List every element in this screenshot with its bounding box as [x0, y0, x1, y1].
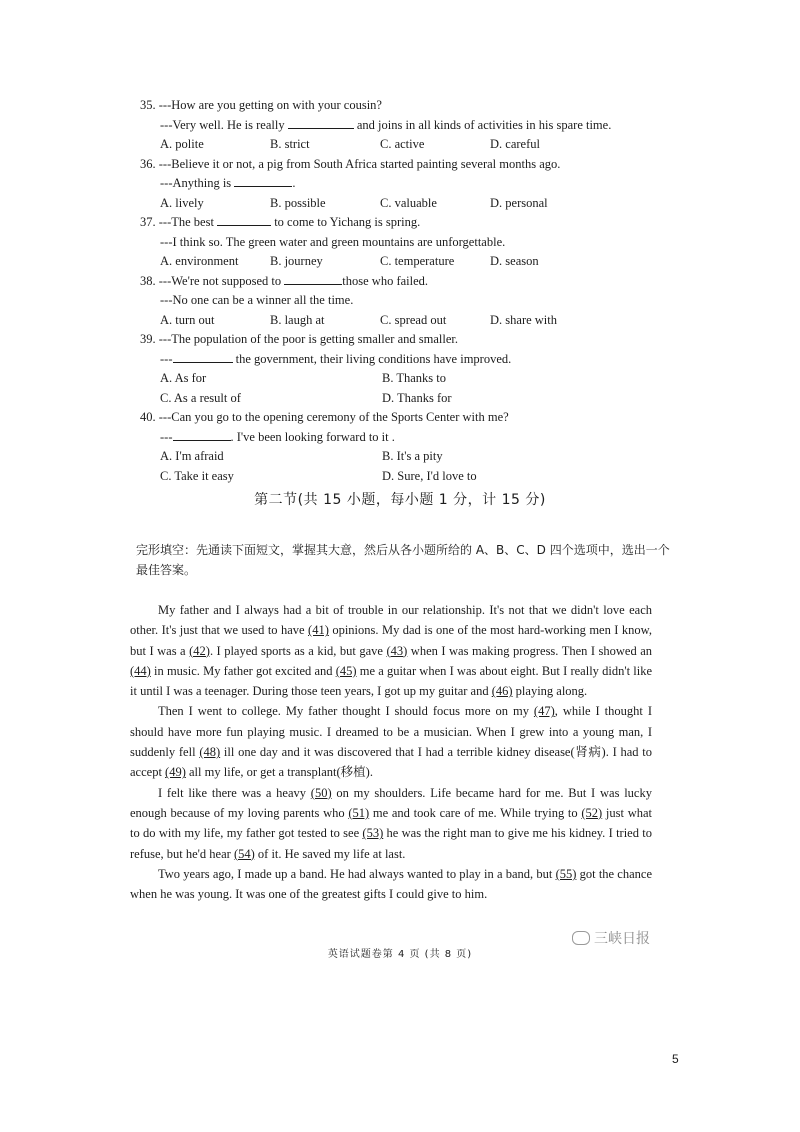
question-36-options: A. lively B. possible C. valuable D. personal [160, 195, 548, 210]
question-37-line2: ---I think so. The green water and green mountains are unforgettable. [160, 234, 506, 249]
answer-blank [284, 272, 342, 285]
question-35-options: A. polite B. strict C. active D. careful [160, 137, 540, 151]
question-39-options-row2: C. As a result of D. Thanks for [160, 390, 452, 405]
question-38-options: A. turn out B. laugh at C. spread out D. share with [160, 312, 557, 327]
section-title: 第二节(共 15 小题，每小题 1 分，计 15 分) [254, 492, 546, 508]
blank-51: (51) [348, 805, 370, 820]
passage-paragraph-2: Then I went to college. My father thought I should focus more on my (47), while I thought I should have more fun playing music. I dreamed to be a musician. When I grew into a young man, I suddenly fell (48) ill one day and it was discovered that I had a terrible kidney disease(肾病). I had to accept (49) all my life, or get a transplant(移植). [130, 704, 653, 780]
blank-42: (42) [189, 643, 210, 658]
question-38-line1: 38. ---We're not supposed to those who failed. [140, 273, 429, 288]
question-39-line1: 39. ---The population of the poor is getting smaller and smaller. [140, 332, 458, 346]
blank-43: (43) [386, 643, 408, 658]
question-38-line2: ---No one can be a winner all the time. [160, 293, 354, 307]
blank-52: (52) [581, 805, 603, 820]
blank-45: (45) [335, 663, 357, 678]
chat-bubble-icon [572, 931, 590, 945]
question-36-line2: ---Anything is . [160, 176, 296, 190]
passage-paragraph-4: Two years ago, I made up a band. He had always wanted to play in a band, but (55) got the chance when he was young. It was one of the greatest gifts I could give to him. [130, 866, 652, 902]
answer-blank [173, 428, 231, 441]
question-37-line1: 37. ---The best to come to Yichang is spring. [140, 215, 421, 229]
question-40-line2: --- . I've been looking forward to it . [160, 429, 395, 444]
question-35-line2: ---Very well. He is really and joins in all kinds of activities in his spare time. [160, 117, 612, 132]
question-37-options: A. environment B. journey C. temperature D. season [160, 254, 539, 268]
answer-blank [173, 350, 233, 363]
answer-blank [234, 174, 292, 187]
question-40-line1: 40. ---Can you go to the opening ceremony of the Sports Center with me? [140, 410, 509, 424]
cloze-instructions: 完形填空：先通读下面短文，掌握其大意，然后从各小题所给的 A、B、C、D 四个选项中，选出一个最佳答案。 [136, 543, 670, 577]
page-number: 5 [672, 1052, 679, 1066]
blank-50: (50) [310, 785, 332, 800]
question-39-line2: --- the government, their living conditions have improved. [160, 351, 512, 366]
blank-53: (53) [362, 826, 384, 841]
blank-49: (49) [165, 765, 186, 780]
watermark-text: 三峡日报 [594, 931, 650, 947]
blank-47: (47) [533, 704, 555, 719]
passage-paragraph-3: I felt like there was a heavy (50) on my shoulders. Life became hard for me. But I was lucky enough because of my loving parents who (51) me and took care of me. While trying to (52) just what to do with my life, my father got tested to see (53) he was the right man to give me his kidney. I tried to refuse, but he'd hear (54) of it. He saved my life at last. [130, 785, 652, 861]
answer-blank [288, 116, 354, 129]
blank-55: (55) [555, 866, 577, 881]
blank-54: (54) [233, 846, 255, 861]
blank-41: (41) [308, 623, 329, 638]
question-40-options-row2: C. Take it easy D. Sure, I'd love to [160, 468, 477, 483]
question-39-options-row1: A. As for B. Thanks to [160, 371, 447, 385]
question-35-line1: 35. ---How are you getting on with your cousin? [140, 98, 382, 112]
question-40-options-row1: A. I'm afraid B. It's a pity [160, 449, 443, 463]
multiple-choice-section [140, 96, 660, 486]
blank-46: (46) [491, 684, 513, 699]
blank-48: (48) [199, 745, 221, 760]
blank-44: (44) [130, 663, 151, 678]
cloze-passage [130, 600, 652, 904]
question-36-line1: 36. ---Believe it or not, a pig from South Africa started painting several months ago. [140, 156, 561, 171]
passage-paragraph-1: My father and I always had a bit of trouble in our relationship. It's not that we didn't love each other. It's just that we used to have (41) opinions. My dad is one of the most hard-working men I know, but I was a (42). I played sports as a kid, but gave (43) when I was making progress. Then I showed an (44) in music. My father got excited and (45) me a guitar when I was about eight. But I really didn't like it until I was a teenager. During those teen years, I got up my guitar and (46) playing along. [130, 603, 653, 699]
page-footer: 英语试题卷第 4 页 (共 8 页) [327, 949, 473, 960]
answer-blank [217, 213, 271, 226]
